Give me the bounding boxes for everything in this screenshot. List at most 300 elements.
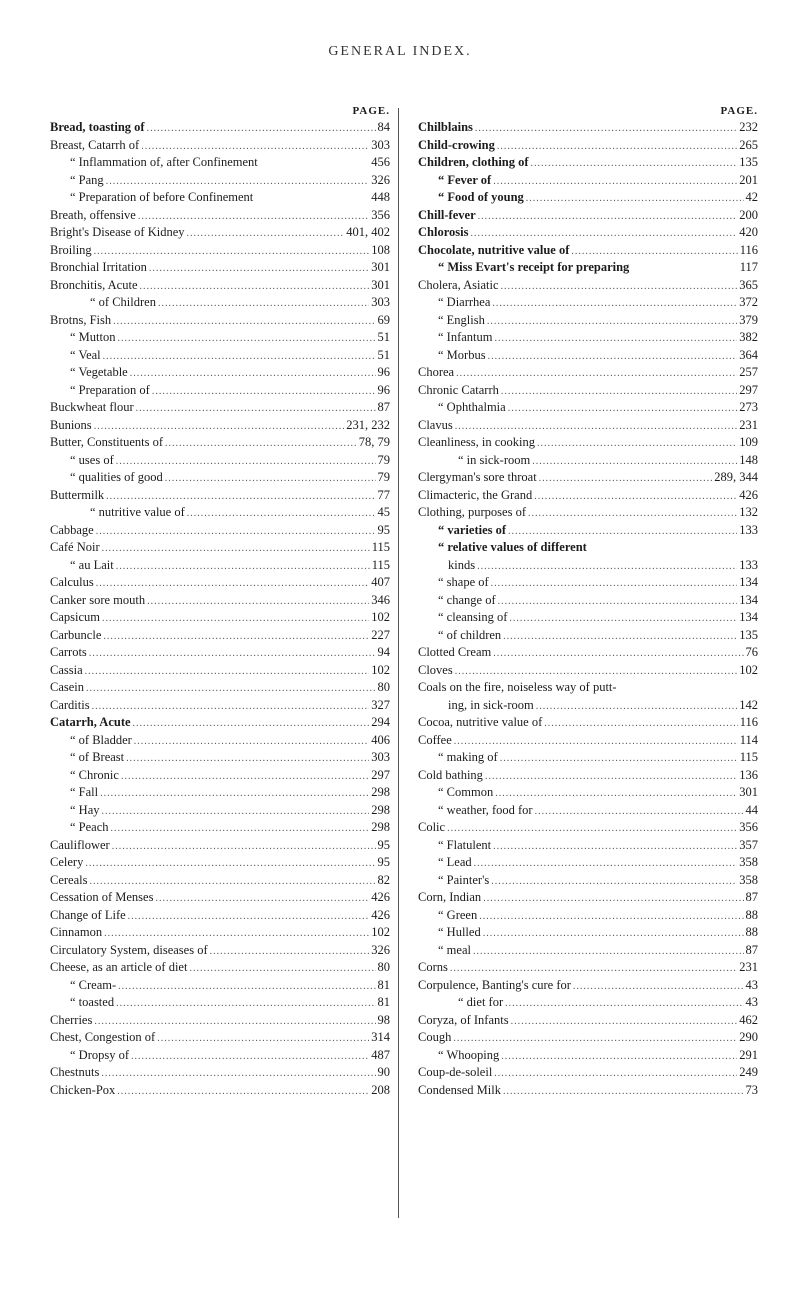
- page-column-label: PAGE.: [720, 105, 758, 117]
- dot-leader: [117, 1083, 369, 1101]
- page-number: 79: [377, 470, 390, 484]
- index-term: “ relative values of different: [438, 540, 587, 554]
- index-entry: [50, 259, 390, 277]
- page-number: 364: [739, 347, 758, 362]
- dot-leader: [147, 120, 376, 138]
- index-term: “ toasted: [70, 995, 115, 1009]
- index-term: Buttermilk: [50, 487, 105, 502]
- dot-leader: [493, 173, 737, 191]
- index-entry: [50, 802, 390, 820]
- dot-leader: [140, 278, 370, 296]
- index-term: Cleanliness, in cooking: [418, 435, 535, 449]
- index-entry: [418, 399, 758, 417]
- index-term: Butter, Constituents of: [50, 435, 164, 449]
- dot-leader: [102, 610, 369, 628]
- index-term: Broiling: [50, 242, 92, 257]
- index-term: “ of Children: [90, 295, 156, 309]
- dot-leader: [477, 558, 737, 576]
- page-number: 87: [377, 400, 390, 414]
- dot-leader: [493, 838, 737, 856]
- index-entry: [418, 574, 758, 592]
- dot-leader: [152, 383, 376, 401]
- dot-leader: [479, 908, 743, 926]
- dot-leader: [508, 400, 738, 418]
- index-term: ing, in sick-room: [448, 697, 534, 712]
- index-entry: [50, 119, 390, 137]
- index-term: Carbuncle: [50, 627, 102, 642]
- column-divider: [398, 108, 399, 1218]
- index-entry: [50, 749, 390, 767]
- page-number: 356: [739, 820, 758, 834]
- index-entry: [418, 154, 758, 172]
- index-term: kinds: [448, 557, 476, 572]
- dot-leader: [495, 330, 738, 348]
- dot-leader: [133, 715, 370, 733]
- dot-leader: [571, 243, 737, 261]
- index-term: “ Fever of: [438, 172, 492, 187]
- dot-leader: [447, 820, 737, 838]
- index-term: “ making of: [438, 750, 498, 764]
- index-term: Cinnamon: [50, 925, 103, 939]
- index-entry: [50, 189, 390, 207]
- dot-leader: [455, 418, 738, 436]
- index-term: Cocoa, nutritive value of: [418, 715, 543, 729]
- page-number: 273: [739, 400, 758, 414]
- index-term: Cold bathing: [418, 767, 483, 782]
- index-term: Cherries: [50, 1012, 93, 1027]
- index-term: “ Cream-: [70, 977, 117, 992]
- page-number: 73: [745, 1082, 758, 1097]
- index-entry: [50, 382, 390, 400]
- index-term: “ weather, food for: [438, 802, 533, 817]
- index-entry: [418, 119, 758, 137]
- page-number: 298: [371, 785, 390, 799]
- page-number: 448: [371, 190, 390, 204]
- index-entry: [418, 644, 758, 662]
- index-term: Cessation of Menses: [50, 890, 154, 904]
- index-term: “ Inflammation of, after Confinement: [70, 155, 258, 169]
- dot-leader: [187, 505, 376, 523]
- page-number: 115: [371, 557, 390, 572]
- page-number: 365: [739, 277, 758, 292]
- page-number: 81: [377, 995, 390, 1009]
- index-entry: [418, 767, 758, 785]
- dot-leader: [470, 225, 737, 243]
- index-term: “ nutritive value of: [90, 505, 185, 519]
- index-term: “ Miss Evart's receipt for preparing: [438, 260, 630, 274]
- index-entry: [418, 329, 758, 347]
- index-term: Chocolate, nutritive value of: [418, 242, 570, 257]
- dot-leader: [478, 208, 738, 226]
- dot-leader: [94, 243, 370, 261]
- dot-leader: [155, 890, 369, 908]
- page-number: 135: [739, 155, 758, 169]
- index-term: “ Common: [438, 785, 494, 799]
- index-term: “ of Breast: [70, 750, 125, 764]
- dot-leader: [89, 645, 376, 663]
- index-term: Cholera, Asiatic: [418, 277, 499, 292]
- index-term: Clotted Cream: [418, 645, 492, 659]
- index-term: Capsicum: [50, 610, 100, 624]
- dot-leader: [141, 138, 369, 156]
- dot-leader: [103, 348, 376, 366]
- page-number: 301: [371, 277, 390, 292]
- page-number: 43: [745, 977, 758, 992]
- index-term: “ Diarrhea: [438, 295, 491, 309]
- index-term: Child-crowing: [418, 137, 495, 152]
- index-term: Brotns, Fish: [50, 312, 112, 327]
- index-term: Cough: [418, 1030, 452, 1044]
- dot-leader: [106, 488, 375, 506]
- dot-leader: [165, 435, 357, 453]
- page-number: 297: [371, 767, 390, 782]
- page-number: 148: [739, 452, 758, 467]
- dot-leader: [454, 733, 738, 751]
- page-number: 232: [739, 120, 758, 134]
- page-column-label: PAGE.: [352, 105, 390, 117]
- dot-leader: [96, 575, 370, 593]
- page-number: 208: [371, 1082, 390, 1097]
- dot-leader: [128, 908, 370, 926]
- index-term: Cereals: [50, 872, 88, 887]
- index-entry: [50, 872, 390, 890]
- index-entry: [50, 329, 390, 347]
- index-entry: [50, 1012, 390, 1030]
- page-number: 462: [739, 1012, 758, 1027]
- index-entry: [50, 819, 390, 837]
- index-term: Calculus: [50, 575, 94, 589]
- index-term: “ Vegetable: [70, 365, 128, 379]
- index-entry: [418, 294, 758, 312]
- index-entry: [418, 802, 758, 820]
- index-term: Coryza, of Infants: [418, 1012, 509, 1027]
- dot-leader: [116, 995, 375, 1013]
- dot-leader: [453, 1030, 737, 1048]
- page-number: 294: [371, 715, 390, 729]
- index-term: “ Pang: [70, 172, 104, 187]
- index-entry: [418, 522, 758, 540]
- page-number: 135: [739, 627, 758, 642]
- index-entry: [418, 609, 758, 627]
- dot-leader: [101, 1065, 375, 1083]
- page-number: 42: [745, 190, 758, 204]
- page-number: 134: [739, 575, 758, 589]
- page-number: 96: [377, 382, 390, 397]
- index-term: “ of children: [438, 627, 502, 642]
- page-number: 358: [739, 855, 758, 869]
- page-number: 102: [739, 662, 758, 677]
- index-term: “ Dropsy of: [70, 1047, 130, 1062]
- dot-leader: [102, 803, 370, 821]
- dot-leader: [526, 190, 744, 208]
- index-entry: [50, 504, 390, 522]
- index-entry: [50, 434, 390, 452]
- dot-leader: [136, 400, 376, 418]
- page-number: 95: [377, 855, 390, 869]
- index-entry: [50, 294, 390, 312]
- dot-leader: [118, 978, 375, 996]
- dot-leader: [96, 523, 376, 541]
- index-term: “ Lead: [438, 855, 472, 869]
- index-entry: [418, 714, 758, 732]
- page-number: 84: [377, 120, 390, 134]
- dot-leader: [493, 645, 743, 663]
- dot-leader: [121, 768, 369, 786]
- index-entry: [50, 977, 390, 995]
- dot-leader: [531, 155, 738, 173]
- index-term: Breath, offensive: [50, 207, 136, 222]
- index-term: “ in sick-room: [458, 452, 531, 467]
- page-number: 116: [739, 715, 758, 729]
- index-entry: [50, 784, 390, 802]
- dot-leader: [508, 523, 737, 541]
- dot-leader: [187, 225, 345, 243]
- index-entry: [418, 259, 758, 277]
- index-entry: [418, 224, 758, 242]
- index-column-right: [418, 104, 758, 1099]
- index-term: Cloves: [418, 662, 453, 677]
- index-entry: [50, 627, 390, 645]
- page-number: 297: [739, 382, 758, 397]
- index-term: Chestnuts: [50, 1065, 100, 1079]
- index-term: “ uses of: [70, 452, 114, 467]
- index-term: Café Noir: [50, 540, 100, 554]
- dot-leader: [102, 540, 370, 558]
- index-entry: [418, 1082, 758, 1100]
- index-term: Carditis: [50, 697, 90, 712]
- page-number: 98: [377, 1012, 390, 1027]
- page-number: 45: [377, 505, 390, 519]
- index-entry: [418, 207, 758, 225]
- index-term: Chill-fever: [418, 207, 476, 222]
- index-term: “ Preparation of before Confinement: [70, 190, 254, 204]
- index-entry: [418, 539, 758, 557]
- index-entry: [50, 487, 390, 505]
- page-number: 356: [371, 207, 390, 222]
- index-term: “ Hulled: [438, 925, 481, 939]
- dot-leader: [106, 173, 370, 191]
- dot-leader: [573, 978, 744, 996]
- page-number: 87: [745, 942, 758, 957]
- dot-leader: [85, 663, 370, 681]
- page-number: 133: [739, 522, 758, 537]
- page-number: 109: [739, 435, 758, 449]
- dot-leader: [503, 628, 737, 646]
- index-term: “ cleansing of: [438, 610, 508, 624]
- index-term: Chest, Congestion of: [50, 1030, 156, 1044]
- page-number: 133: [739, 557, 758, 572]
- page-number: 200: [739, 207, 758, 222]
- index-entry: [418, 679, 758, 697]
- dot-leader: [116, 558, 370, 576]
- page-number: 96: [377, 365, 390, 379]
- index-entry: [50, 1029, 390, 1047]
- index-term: “ change of: [438, 592, 496, 607]
- index-entry: [50, 959, 390, 977]
- dot-leader: [165, 470, 376, 488]
- dot-leader: [86, 680, 375, 698]
- index-term: “ Preparation of: [70, 382, 150, 397]
- index-term: “ Whooping: [438, 1047, 500, 1062]
- page-number: 487: [371, 1047, 390, 1062]
- page-number: 108: [371, 242, 390, 257]
- dot-leader: [89, 873, 375, 891]
- index-term: Bright's Disease of Kidney: [50, 225, 185, 239]
- index-entry: [418, 837, 758, 855]
- page-number: 289, 344: [714, 470, 758, 484]
- index-term: Bunions: [50, 417, 92, 432]
- page-number: 132: [739, 505, 758, 519]
- index-term: “ varieties of: [438, 522, 507, 537]
- index-list-right: [418, 119, 758, 1099]
- page-number: 327: [371, 697, 390, 712]
- index-entry: [418, 469, 758, 487]
- dot-leader: [501, 1048, 737, 1066]
- index-term: “ meal: [438, 942, 471, 957]
- page-number: 372: [739, 295, 758, 309]
- index-term: Colic: [418, 820, 446, 834]
- dot-leader: [495, 785, 737, 803]
- index-entry: [50, 452, 390, 470]
- index-term: Canker sore mouth: [50, 592, 146, 607]
- dot-leader: [210, 943, 370, 961]
- index-term: Condensed Milk: [418, 1082, 501, 1097]
- index-term: Chorea: [418, 365, 455, 379]
- index-entry: [418, 1012, 758, 1030]
- dot-leader: [94, 1013, 375, 1031]
- index-column-left: [50, 104, 390, 1099]
- dot-leader: [92, 698, 370, 716]
- index-term: Chlorosis: [418, 225, 469, 239]
- page-number: 227: [371, 627, 390, 642]
- page-number: 95: [377, 837, 390, 852]
- index-entry: [418, 907, 758, 925]
- index-term: “ diet for: [458, 995, 504, 1009]
- page-number: 290: [739, 1030, 758, 1044]
- page-number: 201: [739, 172, 758, 187]
- index-entry: [418, 364, 758, 382]
- index-entry: [50, 469, 390, 487]
- dot-leader: [126, 750, 369, 768]
- dot-leader: [500, 750, 738, 768]
- index-term: Clavus: [418, 417, 453, 432]
- index-entry: [50, 837, 390, 855]
- index-entry: [418, 627, 758, 645]
- index-entry: [50, 889, 390, 907]
- index-entry: [418, 732, 758, 750]
- index-entry: [50, 137, 390, 155]
- dot-leader: [492, 295, 737, 313]
- index-entry: [50, 242, 390, 260]
- dot-leader: [483, 890, 743, 908]
- page-number: 379: [739, 312, 758, 327]
- page-number: 102: [371, 662, 390, 677]
- index-entry: [50, 994, 390, 1012]
- page-number: 134: [739, 610, 758, 624]
- index-entry: [50, 854, 390, 872]
- index-term: “ Chronic: [70, 767, 119, 782]
- index-entry: [418, 697, 758, 715]
- page-number: 79: [377, 452, 390, 467]
- dot-leader: [483, 925, 744, 943]
- page-number: 88: [745, 925, 758, 939]
- index-entry: [418, 487, 758, 505]
- dot-leader: [505, 995, 743, 1013]
- page-number: 88: [745, 907, 758, 922]
- page-number: 265: [739, 137, 758, 152]
- index-term: Catarrh, Acute: [50, 715, 131, 729]
- page-number: 357: [739, 837, 758, 852]
- dot-leader: [147, 593, 369, 611]
- dot-leader: [494, 1065, 737, 1083]
- dot-leader: [100, 785, 369, 803]
- index-entry: [418, 312, 758, 330]
- dot-leader: [116, 453, 376, 471]
- page-header: GENERAL INDEX.: [328, 44, 472, 59]
- index-entry: [418, 137, 758, 155]
- page-number: 90: [377, 1065, 390, 1079]
- dot-leader: [497, 138, 737, 156]
- index-term: “ Veal: [70, 347, 101, 362]
- dot-leader: [103, 628, 369, 646]
- index-term: Cassia: [50, 662, 83, 677]
- page-number: 456: [371, 155, 390, 169]
- index-entry: [418, 662, 758, 680]
- index-entry: [418, 889, 758, 907]
- dot-leader: [112, 838, 376, 856]
- index-entry: [50, 277, 390, 295]
- page-number: 78, 79: [358, 435, 390, 449]
- index-entry: [418, 382, 758, 400]
- page-number: 382: [739, 330, 758, 344]
- index-entry: [418, 452, 758, 470]
- index-term: “ Ophthalmia: [438, 400, 506, 414]
- page-number: 326: [371, 942, 390, 957]
- index-entry: [50, 662, 390, 680]
- index-term: Bronchitis, Acute: [50, 277, 138, 292]
- index-term: “ Mutton: [70, 330, 116, 344]
- index-entry: [50, 574, 390, 592]
- index-list-left: [50, 119, 390, 1099]
- index-term: Buckwheat flour: [50, 400, 134, 414]
- index-entry: [50, 1047, 390, 1065]
- dot-leader: [131, 1048, 369, 1066]
- dot-leader: [532, 453, 737, 471]
- dot-leader: [450, 960, 737, 978]
- dot-leader: [158, 295, 369, 313]
- index-term: “ Hay: [70, 802, 100, 817]
- index-term: “ Green: [438, 907, 478, 922]
- dot-leader: [113, 313, 375, 331]
- index-term: Change of Life: [50, 907, 126, 922]
- page-number: 401, 402: [346, 225, 390, 239]
- page-number: 426: [371, 890, 390, 904]
- dot-leader: [138, 208, 369, 226]
- index-entry: [50, 924, 390, 942]
- page-number: 257: [739, 365, 758, 379]
- index-entry: [418, 417, 758, 435]
- index-entry: [418, 784, 758, 802]
- page-number: 116: [739, 242, 758, 257]
- dot-leader: [456, 365, 737, 383]
- page-number: 69: [377, 312, 390, 327]
- dot-leader: [491, 575, 738, 593]
- index-entry: [50, 767, 390, 785]
- page-number: 142: [739, 697, 758, 712]
- index-term: “ au Lait: [70, 557, 114, 572]
- index-entry: [418, 277, 758, 295]
- page-number: 301: [371, 260, 390, 274]
